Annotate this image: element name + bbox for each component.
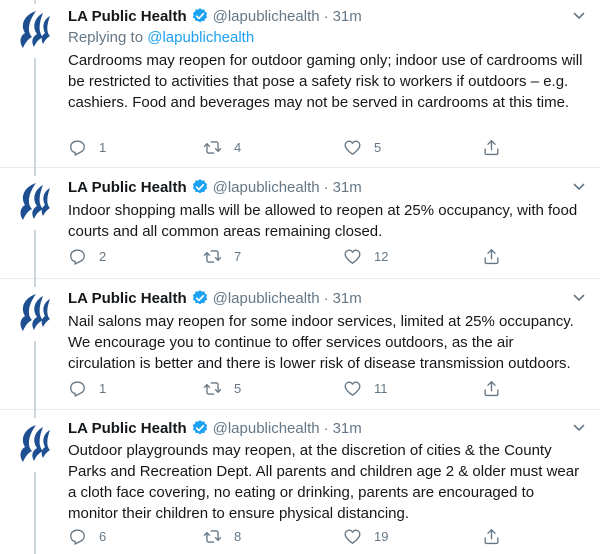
like-icon — [343, 527, 362, 546]
retweet-count: 4 — [234, 140, 242, 155]
avatar[interactable] — [10, 288, 59, 337]
replying-to-handle[interactable]: @lapublichealth — [147, 29, 255, 46]
verified-badge-icon — [191, 289, 209, 307]
timestamp[interactable]: 31m — [332, 289, 362, 307]
like-count: 5 — [374, 140, 382, 155]
like-button[interactable] — [343, 379, 388, 398]
tweet[interactable] — [0, 279, 600, 410]
like-icon — [343, 138, 362, 157]
share-button[interactable] — [482, 138, 501, 157]
la-county-logo — [10, 177, 59, 226]
like-count: 12 — [374, 249, 389, 264]
tweet[interactable] — [0, 410, 600, 554]
like-count: 19 — [374, 529, 389, 544]
reply-count: 1 — [99, 381, 107, 396]
timestamp[interactable]: 31m — [332, 7, 362, 25]
share-button[interactable] — [482, 247, 501, 266]
tweet-actions — [68, 247, 508, 269]
chevron-down-icon[interactable] — [572, 421, 586, 435]
la-county-logo — [10, 419, 59, 468]
tweet-header — [68, 418, 362, 438]
la-county-logo — [10, 288, 59, 337]
tweet-actions — [68, 379, 508, 401]
author-name[interactable]: LA Public Health — [68, 178, 187, 196]
chevron-down-icon[interactable] — [572, 180, 586, 194]
tweet-header — [68, 177, 362, 197]
reply-button[interactable] — [68, 138, 106, 157]
thread-line — [34, 168, 36, 176]
retweet-icon — [203, 527, 222, 546]
retweet-button[interactable] — [203, 527, 241, 546]
thread-line — [34, 58, 36, 168]
tweet-header — [68, 6, 362, 26]
avatar[interactable] — [10, 5, 59, 54]
timestamp[interactable]: 31m — [332, 178, 362, 196]
share-icon — [482, 379, 501, 398]
separator-dot: · — [323, 178, 329, 196]
share-icon — [482, 527, 501, 546]
tweet[interactable] — [0, 0, 600, 168]
separator-dot: · — [323, 419, 329, 437]
author-handle[interactable]: @lapublichealth — [212, 289, 320, 307]
retweet-count: 8 — [234, 529, 242, 544]
retweet-count: 7 — [234, 249, 242, 264]
reply-icon — [68, 138, 87, 157]
share-button[interactable] — [482, 379, 501, 398]
separator-dot: · — [323, 289, 329, 307]
retweet-button[interactable] — [203, 247, 241, 266]
thread-line — [34, 472, 36, 554]
tweet-actions — [68, 138, 508, 160]
author-handle[interactable]: @lapublichealth — [212, 419, 320, 437]
reply-count: 2 — [99, 249, 107, 264]
replying-to — [68, 29, 254, 46]
replying-to-label: Replying to — [68, 29, 144, 46]
timestamp[interactable]: 31m — [332, 419, 362, 437]
like-icon — [343, 379, 362, 398]
verified-badge-icon — [191, 7, 209, 25]
tweet-actions — [68, 527, 508, 549]
retweet-icon — [203, 138, 222, 157]
tweet[interactable] — [0, 168, 600, 279]
like-count: 11 — [374, 381, 388, 396]
thread-line — [34, 341, 36, 410]
reply-count: 6 — [99, 529, 107, 544]
tweet-text: Indoor shopping malls will be allowed to reopen at 25% occupancy, with food courts and all common areas remaining closed. — [68, 202, 578, 240]
separator-dot: · — [323, 7, 329, 25]
share-button[interactable] — [482, 527, 501, 546]
tweet-text: Outdoor playgrounds may reopen, at the discretion of cities & the County Parks and Recreation Dept. All parents and children age 2 & older must wear a cloth face covering, no eating or drinking, parents are encouraged to monitor their children to ensure physical distancing. — [68, 442, 580, 522]
reply-button[interactable] — [68, 527, 106, 546]
tweet-text: Nail salons may reopen for some indoor services, limited at 25% occupancy. We encourage you to continue to offer services outdoors, as the air circulation is better and there is lower risk of disease transmission outdoors. — [68, 313, 574, 372]
like-icon — [343, 247, 362, 266]
reply-count: 1 — [99, 140, 107, 155]
verified-badge-icon — [191, 419, 209, 437]
thread-line — [34, 279, 36, 287]
author-name[interactable]: LA Public Health — [68, 7, 187, 25]
author-name[interactable]: LA Public Health — [68, 419, 187, 437]
retweet-icon — [203, 379, 222, 398]
share-icon — [482, 247, 501, 266]
retweet-button[interactable] — [203, 379, 241, 398]
retweet-button[interactable] — [203, 138, 241, 157]
author-name[interactable]: LA Public Health — [68, 289, 187, 307]
tweet-header — [68, 288, 362, 308]
reply-icon — [68, 379, 87, 398]
reply-icon — [68, 247, 87, 266]
author-handle[interactable]: @lapublichealth — [212, 7, 320, 25]
reply-icon — [68, 527, 87, 546]
thread-line — [34, 410, 36, 418]
like-button[interactable] — [343, 527, 388, 546]
like-button[interactable] — [343, 138, 381, 157]
author-handle[interactable]: @lapublichealth — [212, 178, 320, 196]
reply-button[interactable] — [68, 247, 106, 266]
chevron-down-icon[interactable] — [572, 9, 586, 23]
share-icon — [482, 138, 501, 157]
thread-line — [34, 0, 36, 4]
thread-line — [34, 230, 36, 279]
retweet-count: 5 — [234, 381, 242, 396]
reply-button[interactable] — [68, 379, 106, 398]
retweet-icon — [203, 247, 222, 266]
avatar[interactable] — [10, 419, 59, 468]
chevron-down-icon[interactable] — [572, 291, 586, 305]
tweet-text: Cardrooms may reopen for outdoor gaming only; indoor use of cardrooms will be restricted to activities that pose a safety risk to workers if outdoors – e.g. cashiers. Food and beverages may not be served in cardrooms at this time. — [68, 52, 583, 111]
like-button[interactable] — [343, 247, 388, 266]
verified-badge-icon — [191, 178, 209, 196]
avatar[interactable] — [10, 177, 59, 226]
la-county-logo — [10, 5, 59, 54]
